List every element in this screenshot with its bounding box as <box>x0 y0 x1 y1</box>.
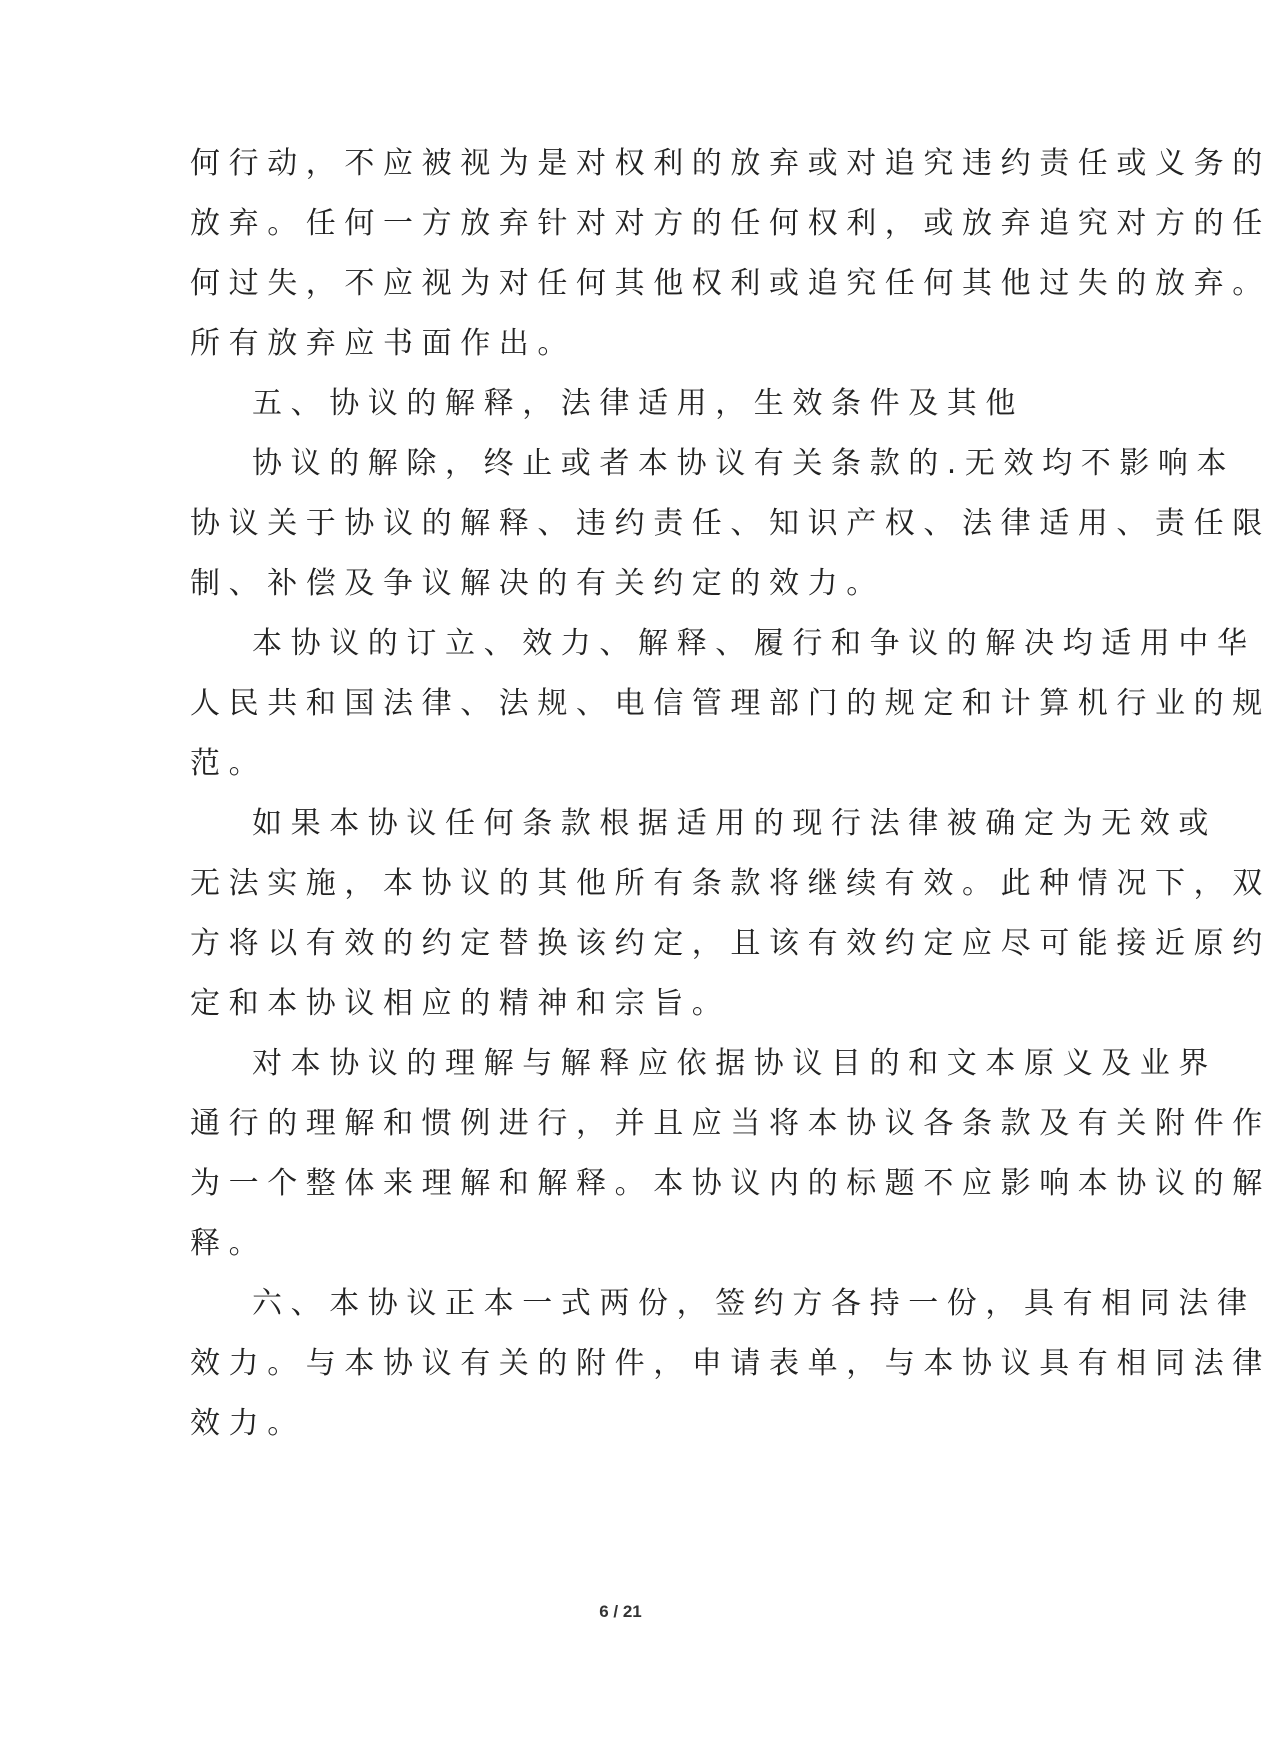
body-text-line: 六、本协议正本一式两份，签约方各持一份，具有相同法律 <box>252 1286 1256 1321</box>
body-text-line: 制、补偿及争议解决的有关约定的效力。 <box>190 566 885 601</box>
body-text-line: 释。 <box>190 1226 268 1261</box>
body-text-line: 协议的解除，终止或者本协议有关条款的.无效均不影响本 <box>252 446 1236 481</box>
body-text-line: 对本协议的理解与解释应依据协议目的和文本原义及业界 <box>252 1046 1217 1081</box>
body-text-line: 放弃。任何一方放弃针对对方的任何权利，或放弃追究对方的任 <box>190 206 1271 241</box>
body-text-line: 本协议的订立、效力、解释、履行和争议的解决均适用中华 <box>252 626 1256 661</box>
body-text-line: 效力。与本协议有关的附件，申请表单，与本协议具有相同法律 <box>190 1346 1271 1381</box>
body-text-line: 通行的理解和惯例进行，并且应当将本协议各条款及有关附件作 <box>190 1106 1271 1141</box>
body-text-line: 无法实施，本协议的其他所有条款将继续有效。此种情况下，双 <box>190 866 1271 901</box>
body-text-line: 协议关于协议的解释、违约责任、知识产权、法律适用、责任限 <box>190 506 1271 541</box>
section-heading: 五、协议的解释，法律适用，生效条件及其他 <box>252 386 1024 421</box>
body-text-line: 何行动，不应被视为是对权利的放弃或对追究违约责任或义务的 <box>190 146 1271 181</box>
body-text-line: 人民共和国法律、法规、电信管理部门的规定和计算机行业的规 <box>190 686 1271 721</box>
body-text-line: 如果本协议任何条款根据适用的现行法律被确定为无效或 <box>252 806 1217 841</box>
body-text-line: 何过失，不应视为对任何其他权利或追究任何其他过失的放弃。 <box>190 266 1271 301</box>
body-text-line: 效力。 <box>190 1406 306 1441</box>
body-text-line: 定和本协议相应的精神和宗旨。 <box>190 986 731 1021</box>
page-number: 6 / 21 <box>599 1602 642 1621</box>
body-text-line: 范。 <box>190 746 268 781</box>
body-text-line: 所有放弃应书面作出。 <box>190 326 576 361</box>
body-text-line: 为一个整体来理解和解释。本协议内的标题不应影响本协议的解 <box>190 1166 1271 1201</box>
body-text-line: 方将以有效的约定替换该约定，且该有效约定应尽可能接近原约 <box>190 926 1271 961</box>
